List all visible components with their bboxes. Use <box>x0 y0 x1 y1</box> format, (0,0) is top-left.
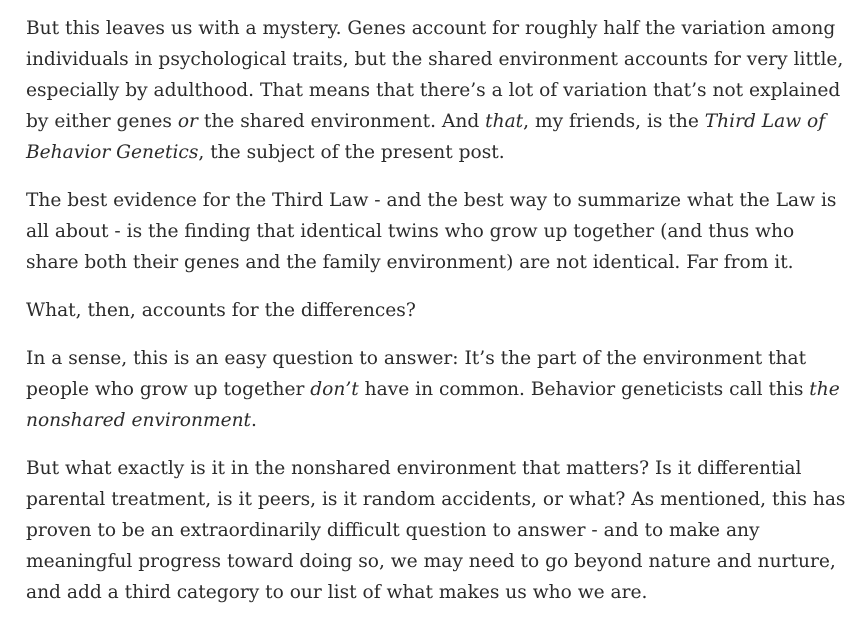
text-line <box>26 484 845 515</box>
paragraph <box>26 343 840 436</box>
paragraph <box>26 185 837 278</box>
paragraph <box>26 453 845 608</box>
text-segment: people who grow up together <box>26 379 311 400</box>
text-segment: share both their genes and the family environment) are not identical. Far from it. <box>26 252 794 273</box>
italic-text: that <box>485 111 524 132</box>
text-segment: parental treatment, is it peers, is it random accidents, or what? As mentioned, this has <box>26 489 845 510</box>
text-segment: and add a third category to our list of what makes us who we are. <box>26 582 648 603</box>
paragraph <box>26 13 844 168</box>
text-line <box>26 453 802 484</box>
text-segment: all about - is the finding that identical twins who grow up together (and thus who <box>26 221 795 242</box>
text-line <box>26 75 841 106</box>
text-segment: individuals in psychological traits, but the shared environment accounts for very little, <box>26 49 844 70</box>
text-segment: by either genes <box>26 111 178 132</box>
text-line <box>26 106 826 137</box>
text-line <box>26 44 844 75</box>
italic-text: Third Law of <box>704 111 826 132</box>
text-segment: , my friends, is the <box>523 111 705 132</box>
text-line <box>26 137 778 168</box>
text-line <box>26 13 836 44</box>
italic-text: or <box>177 111 198 132</box>
text-segment: . <box>251 410 257 431</box>
paragraph <box>26 295 778 326</box>
text-line <box>26 247 794 278</box>
text-segment: , the subject of the present post. <box>198 142 505 163</box>
text-line <box>26 295 778 326</box>
italic-text: nonshared environment <box>26 410 252 431</box>
text-line <box>26 216 795 247</box>
italic-text: Behavior Genetics <box>26 142 199 163</box>
text-line <box>26 185 837 216</box>
text-line <box>26 546 836 577</box>
text-line <box>26 577 778 608</box>
text-segment: What, then, accounts for the differences? <box>26 300 416 321</box>
text-line <box>26 343 807 374</box>
text-line <box>26 515 778 546</box>
text-segment: proven to be an extraordinarily difficult question to answer - and to make any <box>26 520 760 541</box>
text-line <box>26 405 778 436</box>
text-segment: But this leaves us with a mystery. Genes account for roughly half the variation among <box>26 18 836 39</box>
text-segment: The best evidence for the Third Law - and the best way to summarize what the Law is <box>26 190 837 211</box>
italic-text: don’t <box>310 379 359 400</box>
italic-text: the <box>809 379 840 400</box>
text-segment: But what exactly is it in the nonshared environment that matters? Is it differential <box>26 458 802 479</box>
text-line <box>26 374 840 405</box>
text-segment: the shared environment. And <box>197 111 486 132</box>
text-segment: meaningful progress toward doing so, we may need to go beyond nature and nurture, <box>26 551 836 572</box>
text-segment: In a sense, this is an easy question to answer: It’s the part of the environment that <box>26 348 807 369</box>
text-segment: have in common. Behavior geneticists call this <box>358 379 810 400</box>
text-segment: especially by adulthood. That means that there’s a lot of variation that’s not explained <box>26 80 841 101</box>
